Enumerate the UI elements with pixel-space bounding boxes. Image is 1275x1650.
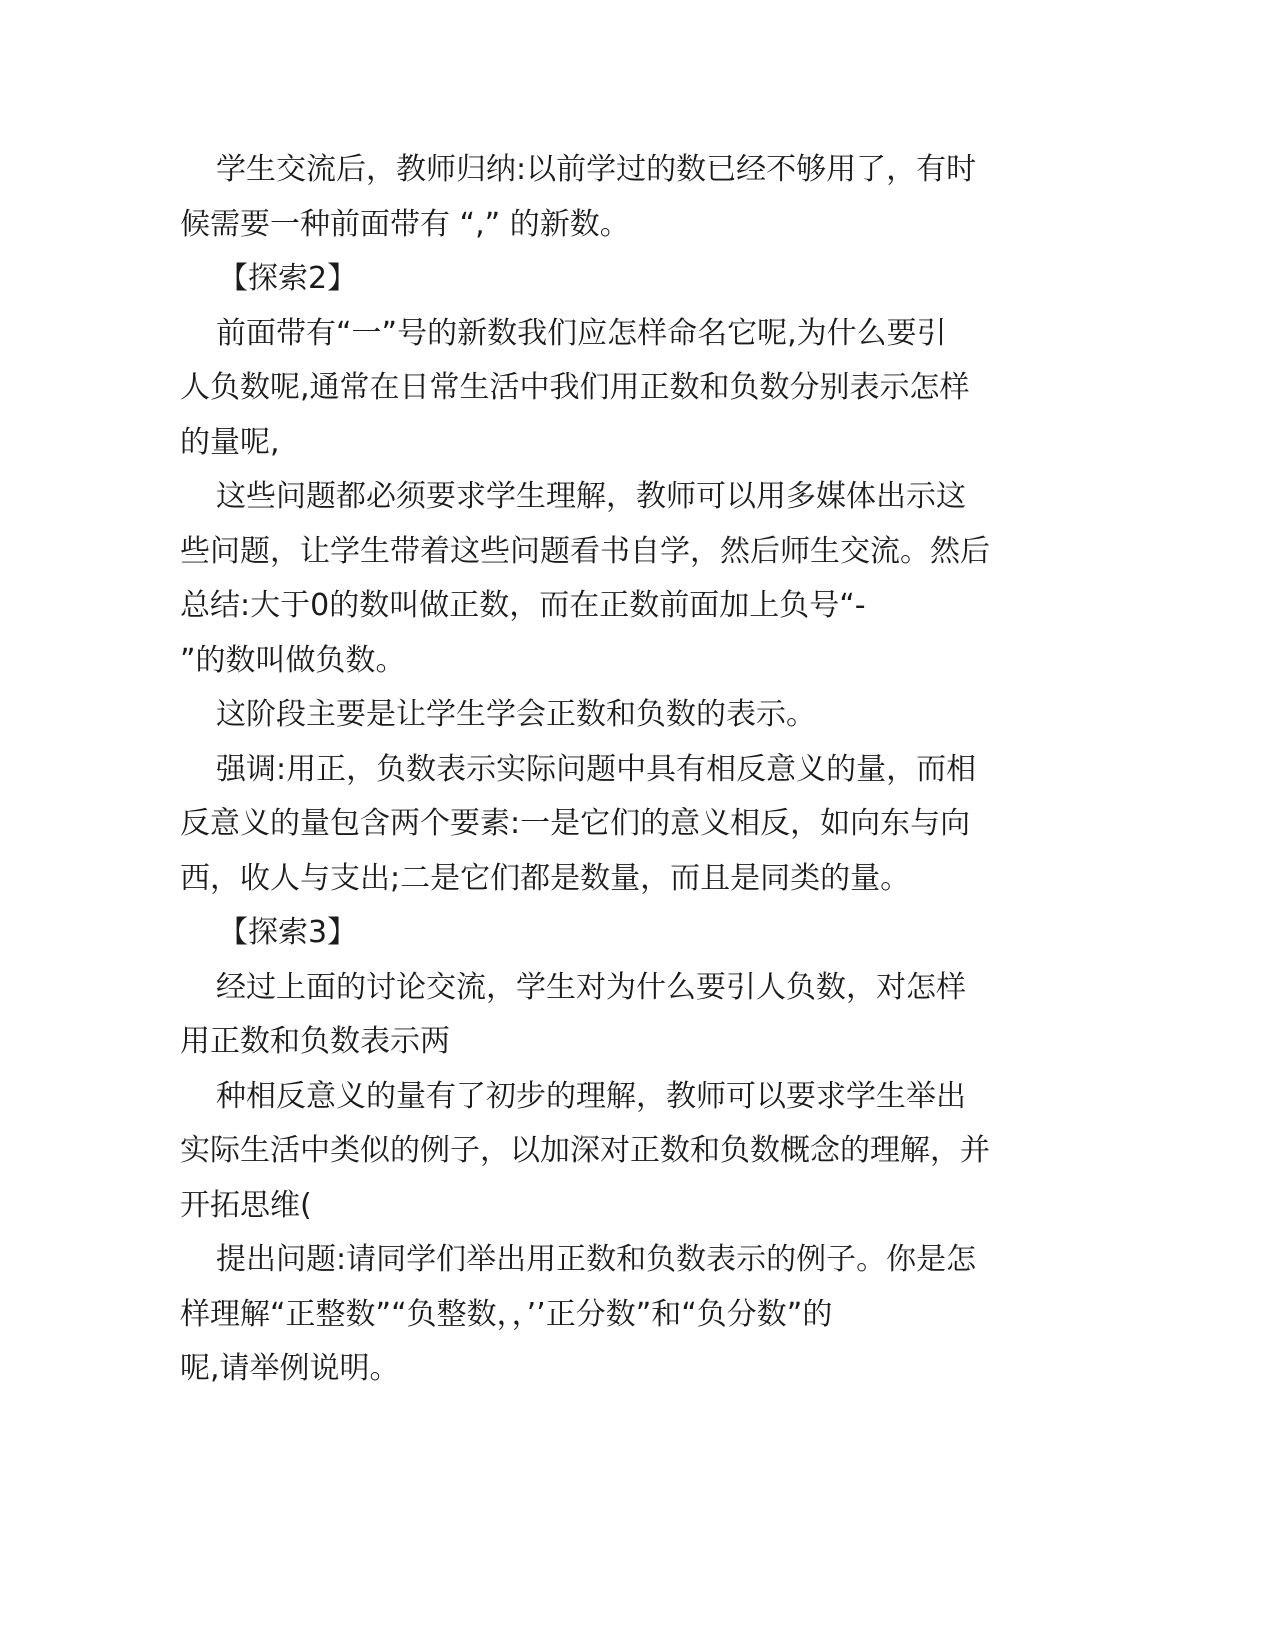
paragraph-line: 总结:大于0的数叫做正数，而在正数前面加上负号“- [180,588,866,623]
paragraph-line: 些问题，让学生带着这些问题看书自学，然后师生交流。然后 [180,533,990,569]
paragraph-line: 用正数和负数表示两 [180,1024,450,1059]
paragraph-line: 候需要一种前面带有 “,” 的新数。 [180,206,630,242]
section-heading: 【探索3】 [218,915,358,950]
paragraph-line: 呢,请举例说明。 [180,1351,400,1386]
paragraph-line: ”的数叫做负数。 [180,642,406,678]
paragraph-line: 这些问题都必须要求学生理解，教师可以用多媒体出示这 [216,479,966,514]
paragraph-line: 提出问题:请同学们举出用正数和负数表示的例子。你是怎 [216,1242,977,1277]
paragraph-line: 这阶段主要是让学生学会正数和负数的表示。 [216,697,816,732]
paragraph-line: 经过上面的讨论交流，学生对为什么要引人负数，对怎样 [216,969,966,1005]
paragraph-line: 前面带有“一”号的新数我们应怎样命名它呢,为什么要引 [216,315,947,351]
paragraph-line: 学生交流后，教师归纳:以前学过的数已经不够用了，有时 [216,152,977,187]
paragraph-line: 的量呢, [180,424,280,460]
section-heading: 【探索2】 [218,261,358,296]
paragraph-line: 人负数呢,通常在日常生活中我们用正数和负数分别表示怎样 [180,370,970,405]
paragraph-line: 样理解“正整数”“负整数，，’’正分数”和“负分数”的 [180,1296,833,1332]
paragraph-line: 开拓思维( [180,1187,312,1223]
paragraph-line: 强调:用正，负数表示实际问题中具有相反意义的量，而相 [216,751,977,787]
paragraph-line: 种相反意义的量有了初步的理解，教师可以要求学生举出 [216,1078,966,1114]
paragraph-line: 西，收人与支出;二是它们都是数量，而且是同类的量。 [180,860,911,896]
paragraph-line: 实际生活中类似的例子，以加深对正数和负数概念的理解，并 [180,1133,990,1168]
paragraph-line: 反意义的量包含两个要素:一是它们的意义相反，如向东与向 [180,806,971,841]
document-body [180,143,1050,1397]
